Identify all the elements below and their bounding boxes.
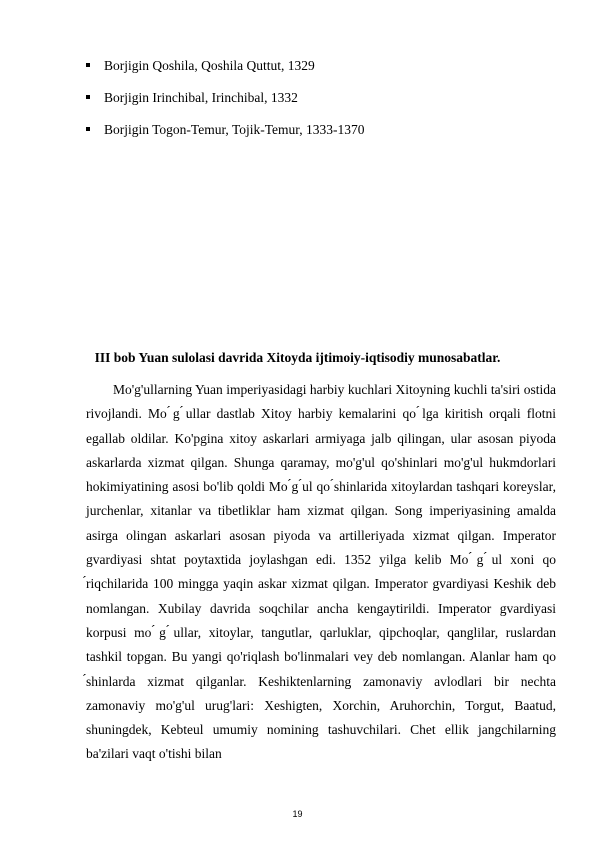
list-item-text: Borjigin Irinchibal, Irinchibal, 1332 [104, 90, 298, 105]
list-item-text: Borjigin Qoshila, Qoshila Quttut, 1329 [104, 58, 315, 73]
list-item [86, 87, 556, 119]
list-item [86, 119, 556, 151]
list-item [86, 55, 556, 87]
bullet-list [86, 55, 556, 151]
list-item-text: Borjigin Togon-Temur, Tojik-Temur, 1333-1370 [104, 122, 365, 137]
square-bullet-icon [86, 63, 90, 67]
page-number: 19 [292, 809, 303, 819]
body-paragraph: Mo'g'ullarning Yuan imperiyasidagi harbiy kuchlari Xitoyning kuchli ta'siri ostida rivojlandi. Mo ́g ́ullar dastlab Xitoy harbiy kemalarini qo ́lga kiritish orqali flotni egallab oldilar. Ko'pgina xitoy askarlari armiyaga jalb qilingan, ular asosan piyoda askarlarda xizmat qilgan. Shunga qaramay, mo'g'ul qo'shinlari mo'g'ul hukmdorlari hokimiyatining asosi bo'lib qoldi Mo ́g ́ul qo ́shinlarida xitoylardan tashqari koreyslar, jurchenlar, xitanlar va tibetliklar ham xizmat qilgan. Song imperiyasining amalda asirga olingan askarlari asosan piyoda va artilleriyada xizmat qilgan. Imperator gvardiyasi shtat poytaxtida joylashgan edi. 1352 yilga kelib Mo ́g ́ul xoni qo ́riqchilarida 100 mingga yaqin askar xizmat qilgan. Imperator gvardiyasi Keshik deb nomlangan. Xubilay davrida soqchilar ancha kengaytirildi. Imperator gvardiyasi korpusi mo ́g ́ullar, xitoylar, tangutlar, qarluklar, qipchoqlar, qanglilar, ruslardan tashkil topgan. Bu yangi qo'riqlash bo'linmalari vey deb nomlangan. Alanlar ham qo ́shinlarda xizmat qilganlar. Keshiktenlarning zamonaviy avlodlari bir nechta zamonaviy mo'g'ul urug'lari: Xeshigten, Xorchin, Aruhorchin, Torgut, Baatud, shuningdek, Kebteul umumiy nomining tashuvchilari. Chet ellik jangchilarning ba'zilari vaqt o'tishi bilan [86, 382, 556, 762]
square-bullet-icon [86, 127, 90, 131]
square-bullet-icon [86, 95, 90, 99]
section-heading: III bob Yuan sulolasi davrida Xitoyda ijtimoiy-iqtisodiy munosabatlar. [94, 350, 501, 365]
